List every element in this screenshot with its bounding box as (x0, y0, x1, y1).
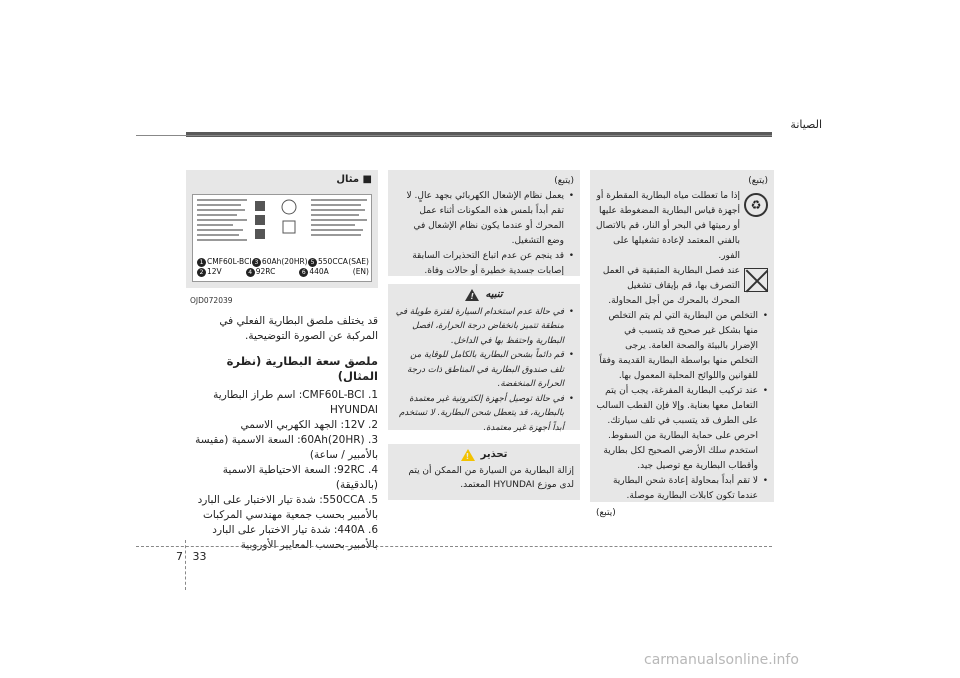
list-item: • في حالة توصيل أجهزة إلكترونية غير معتمدة بالبطارية، قد يتعطل شحن البطارية. لا تستخدم أبداً أجهزة غير معتمدة. (394, 392, 574, 436)
spec-cca: 550CCA (318, 257, 348, 266)
list-item: • في حالة عدم استخدام السيارة لفترة طويلة في منطقة تتميز بانخفاض درجة الحرارة، افصل البطارية واحتفظ بها في الداخل. (394, 305, 574, 349)
image-code: OJD072039 (190, 296, 233, 305)
header-rule (136, 135, 772, 136)
caution-bullets (394, 305, 574, 436)
intro-text: قد يختلف ملصق البطارية الفعلي في المركبة عن الصورة التوضيحية. (219, 315, 378, 342)
watermark: carmanualsonline.info (644, 652, 799, 668)
list-item: • لا تقم أبداً بمحاولة إعادة شحن البطارية عندما تكون كابلات البطارية موصلة. (596, 474, 768, 504)
spec-model: CMF60L-BCI (207, 257, 252, 266)
continued-label: (يتبع) (596, 508, 616, 518)
spec-amps: 440A (309, 267, 329, 276)
list-item: 1. CMF60L-BCI: اسم طراز البطارية HYUNDAI (213, 389, 378, 416)
spec-number: 5 (308, 258, 317, 267)
list-item: 3. 60Ah(20HR): السعة الاسمية (مقيسة بالأمبير / ساعة) (195, 434, 378, 461)
notice-box-mid (388, 170, 580, 276)
list-item: 6. 440A: شدة تيار الاختبار على البارد بالأمبير بحسب المعايير الأوروبية (212, 524, 378, 551)
notice-box-right (590, 170, 774, 518)
list-item: • عند تركيب البطارية المفرغة، يجب أن يتم التعامل معها بعناية. وإلا فإن القطب السالب على الطرف قد يتسبب في تلف سيارتك. احرص على حماية البطارية من السقوط. استخدم سلك الأرضي الصحيح لكل بطارية وأقطاب البطارية مع توصيل جيد. (596, 384, 768, 474)
notice-row-2 (596, 264, 768, 309)
warning-title: تحذير (480, 449, 508, 460)
list-item: • قد ينجم عن عدم اتباع التحذيرات السابقة إصابات جسدية خطيرة أو حالات وفاة. (394, 249, 574, 279)
warning-text: إزالة البطارية من السيارة من الممكن أن يتم لدى موزع HYUNDAI المعتمد. (408, 466, 574, 490)
label-specs (197, 257, 369, 277)
recycle-icon: ♻ (744, 193, 768, 217)
notice-row-1 (596, 189, 768, 264)
spec-number: 3 (252, 258, 261, 267)
spec-number: 4 (246, 268, 255, 277)
warning-box (388, 444, 580, 500)
spec-number: 2 (197, 268, 206, 277)
continued-label: (يتبع) (748, 176, 768, 186)
section-heading: ملصق سعة البطارية (نظرة المثال) (226, 354, 378, 383)
figure-title: ■ مثال (336, 174, 372, 185)
battery-label-image (192, 194, 372, 282)
spec-standard: (SAE) (348, 257, 369, 266)
crossed-bin-icon (744, 268, 768, 292)
spec-number: 1 (197, 258, 206, 267)
page-number-value: 33 (192, 550, 207, 563)
caution-box (388, 284, 580, 433)
page-number (176, 550, 207, 563)
spec-row (197, 257, 369, 267)
label-fine-print-graphic (193, 195, 372, 255)
spec-row (197, 267, 369, 277)
list-item: 4. 92RC: السعة الاحتياطية الاسمية (بالدقيقة) (222, 464, 378, 491)
spec-voltage: 12V (207, 267, 222, 276)
spec-reserve: 92RC (255, 267, 276, 276)
list-item: 5. 550CCA: شدة تيار الاختبار على البارد بالأمبير بحسب جمعية مهندسي المركبات (197, 494, 378, 521)
spec-capacity: 60Ah(20HR) (261, 257, 308, 266)
caution-title: تنبيه (485, 289, 503, 300)
header-title: الصيانة (790, 118, 822, 131)
caution-heading (394, 288, 574, 303)
spec-standard: (EN) (352, 267, 369, 276)
warning-heading (394, 448, 574, 462)
notice-bullets (394, 189, 574, 279)
chapter-number: 7 (176, 550, 183, 563)
list-item: 2. 12V: الجهد الكهربي الاسمي (240, 419, 378, 431)
warning-triangle-icon (461, 449, 475, 461)
continued-label: (يتبع) (554, 176, 574, 186)
footer-rule (136, 546, 772, 547)
notice-text: إذا ما تعطلت مياه البطارية المقطرة أو أجهزة قياس البطارية المضغوطة عليها أو رميتها في البحر أو النار، قم بالاتصال بالفني المعتمد لإعادة تشغيلها على الفور. (596, 191, 740, 261)
label-explanation (186, 314, 378, 553)
notice-bullets (596, 309, 768, 504)
battery-label-figure (186, 170, 378, 288)
list-item: • يعمل نظام الإشعال الكهربائي بجهد عالٍ. لا تقم أبداً بلمس هذه المكونات أثناء عمل المحرك أو عندما يكون نظام الإشعال في وضع التشغيل. (394, 189, 574, 249)
spec-number: 6 (299, 268, 308, 277)
list-item: • التخلص من البطارية التي لم يتم التخلص منها بشكل غير صحيح قد يتسبب في الإضرار بالبيئة والصحة العامة. يرجى التخلص منها بواسطة البطارية القديمة وفقاً للقوانين واللوائح المحلية المعمول بها. (596, 309, 768, 384)
footer-divider (185, 540, 186, 590)
notice-text: عند فصل البطارية المتبقية في العمل التصرف بها، قم بإيقاف تشغيل المحرك بالمحرك من أجل المحاولة. (602, 266, 740, 306)
warning-triangle-icon (465, 289, 479, 301)
list-item: • قم دائماً بشحن البطارية بالكامل للوقاية من تلف صندوق البطارية في المناطق ذات درجة الحرارة المنخفضة. (394, 348, 574, 392)
